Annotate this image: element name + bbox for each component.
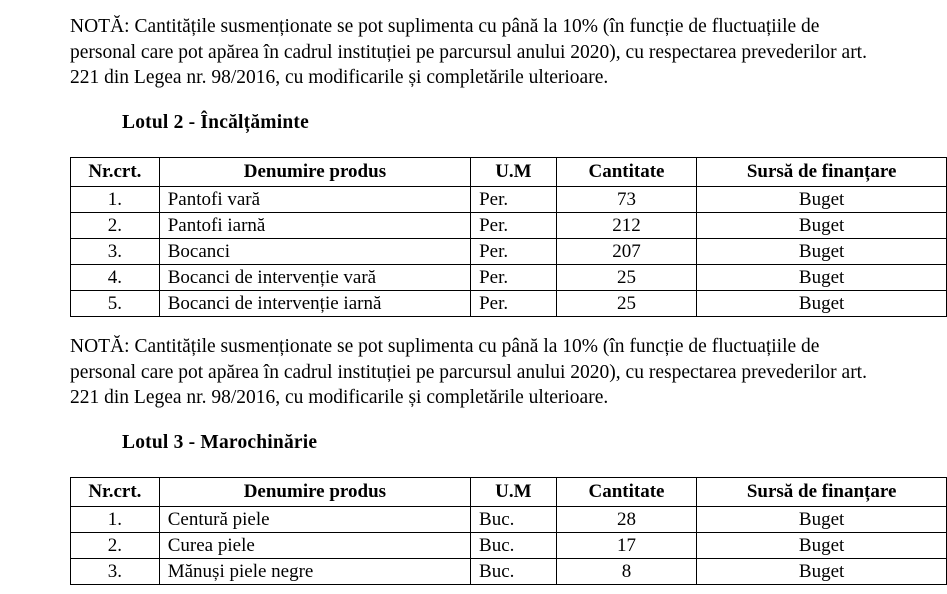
- table-row: [71, 291, 947, 317]
- note-line: personal care pot apărea în cadrul instituției pe parcursul anului 2020), cu respectarea prevederilor art.: [70, 41, 867, 63]
- cell-nr: 1.: [71, 187, 160, 213]
- cell-um: Per.: [471, 213, 557, 239]
- products-table-lot-2: [70, 157, 947, 317]
- cell-um: Buc.: [471, 559, 557, 585]
- cell-sursa: Buget: [697, 291, 947, 317]
- table-row: [71, 533, 947, 559]
- column-header-sursa: Sursă de finanțare: [697, 478, 947, 507]
- cell-cantitate: 8: [556, 559, 697, 585]
- cell-denumire: Mănuși piele negre: [159, 559, 470, 585]
- section-title-lot-2: Lotul 2 - Încălțăminte: [122, 112, 309, 133]
- column-header-cantitate: Cantitate: [556, 158, 697, 187]
- section-title-lot-3: Lotul 3 - Marochinărie: [122, 432, 318, 453]
- cell-cantitate: 25: [556, 291, 697, 317]
- cell-cantitate: 207: [556, 239, 697, 265]
- cell-um: Per.: [471, 187, 557, 213]
- cell-sursa: Buget: [697, 265, 947, 291]
- table-row: [71, 507, 947, 533]
- cell-denumire: Bocanci de intervenție iarnă: [159, 291, 470, 317]
- column-header-um: U.M: [471, 158, 557, 187]
- cell-nr: 3.: [71, 239, 160, 265]
- column-header-um: U.M: [471, 478, 557, 507]
- column-header-cantitate: Cantitate: [556, 478, 697, 507]
- column-header-nr: Nr.crt.: [71, 478, 160, 507]
- cell-cantitate: 17: [556, 533, 697, 559]
- cell-um: Buc.: [471, 507, 557, 533]
- cell-sursa: Buget: [697, 187, 947, 213]
- table-row: [71, 559, 947, 585]
- cell-sursa: Buget: [697, 239, 947, 265]
- cell-nr: 5.: [71, 291, 160, 317]
- note-paragraph-1: [70, 14, 932, 91]
- cell-nr: 3.: [71, 559, 160, 585]
- cell-cantitate: 73: [556, 187, 697, 213]
- note-line: NOTĂ: Cantitățile susmenționate se pot suplimenta cu până la 10% (în funcție de fluctuațiile de: [70, 336, 820, 357]
- cell-denumire: Centură piele: [159, 507, 470, 533]
- note-line: NOTĂ: Cantitățile susmenționate se pot suplimenta cu până la 10% (în funcție de fluctuațiile de: [70, 16, 820, 37]
- note-paragraph-2: [70, 334, 932, 411]
- cell-sursa: Buget: [697, 559, 947, 585]
- cell-sursa: Buget: [697, 507, 947, 533]
- cell-nr: 4.: [71, 265, 160, 291]
- column-header-sursa: Sursă de finanțare: [697, 158, 947, 187]
- column-header-nr: Nr.crt.: [71, 158, 160, 187]
- note-line: 221 din Legea nr. 98/2016, cu modificarile și completările ulterioare.: [70, 67, 609, 88]
- column-header-denumire: Denumire produs: [159, 478, 470, 507]
- cell-nr: 2.: [71, 213, 160, 239]
- cell-um: Per.: [471, 239, 557, 265]
- cell-denumire: Bocanci: [159, 239, 470, 265]
- note-line: 221 din Legea nr. 98/2016, cu modificarile și completările ulterioare.: [70, 387, 609, 408]
- table-row: [71, 187, 947, 213]
- cell-sursa: Buget: [697, 533, 947, 559]
- note-line: personal care pot apărea în cadrul instituției pe parcursul anului 2020), cu respectarea prevederilor art.: [70, 361, 867, 383]
- cell-nr: 2.: [71, 533, 160, 559]
- products-table-lot-3: [70, 477, 947, 585]
- cell-denumire: Curea piele: [159, 533, 470, 559]
- table-header-row: [71, 478, 947, 507]
- cell-um: Per.: [471, 291, 557, 317]
- cell-nr: 1.: [71, 507, 160, 533]
- cell-denumire: Pantofi vară: [159, 187, 470, 213]
- table-row: [71, 265, 947, 291]
- cell-cantitate: 28: [556, 507, 697, 533]
- cell-um: Buc.: [471, 533, 557, 559]
- column-header-denumire: Denumire produs: [159, 158, 470, 187]
- table-header-row: [71, 158, 947, 187]
- cell-cantitate: 25: [556, 265, 697, 291]
- cell-sursa: Buget: [697, 213, 947, 239]
- cell-denumire: Bocanci de intervenție vară: [159, 265, 470, 291]
- cell-denumire: Pantofi iarnă: [159, 213, 470, 239]
- table-row: [71, 213, 947, 239]
- cell-um: Per.: [471, 265, 557, 291]
- cell-cantitate: 212: [556, 213, 697, 239]
- table-row: [71, 239, 947, 265]
